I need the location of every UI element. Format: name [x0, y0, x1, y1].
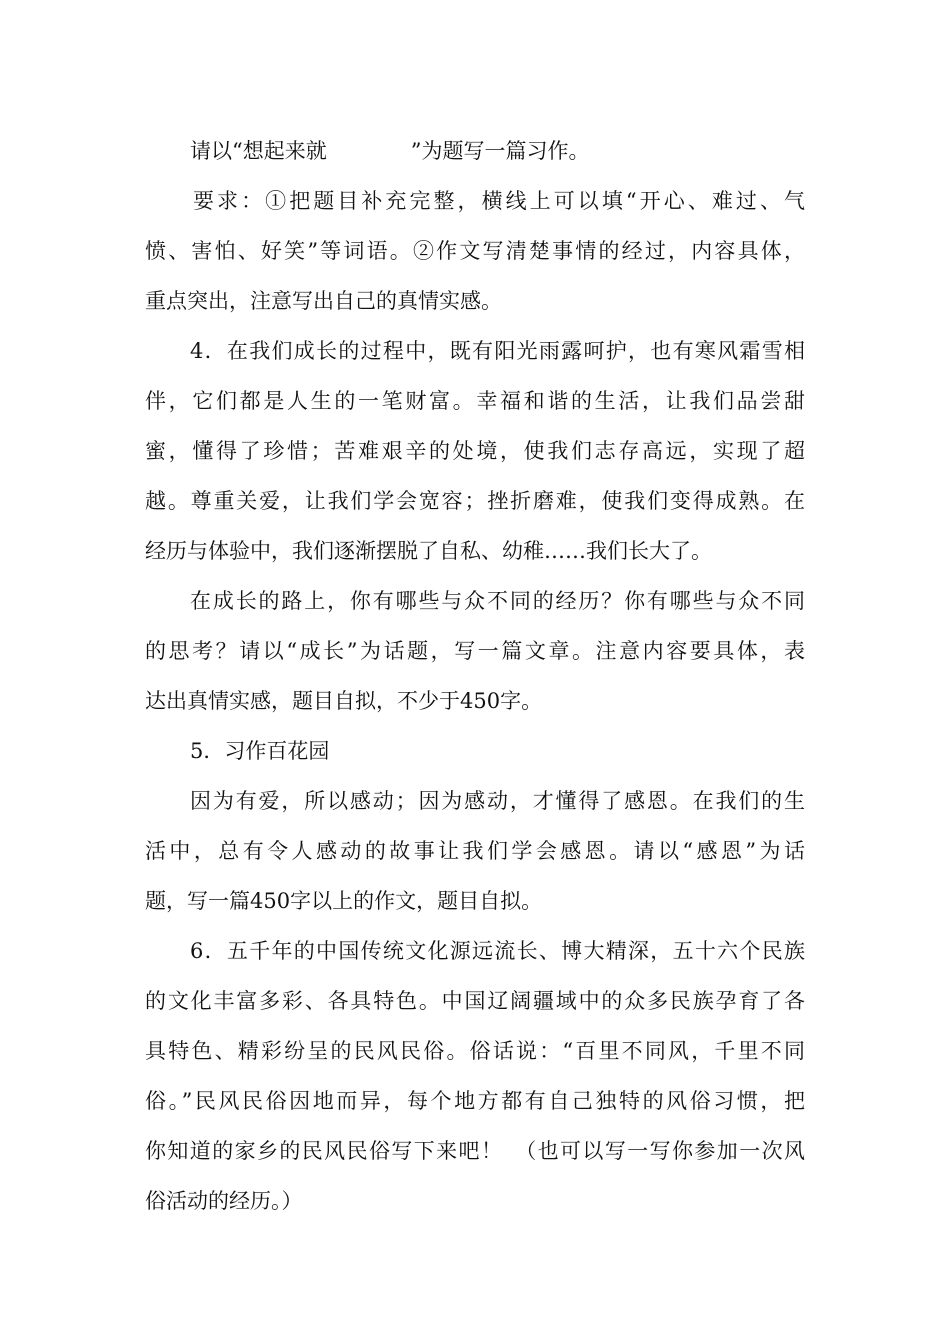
question-4-line: 伴，它们都是人生的一笔财富。幸福和谐的生活，让我们品尝甜	[145, 389, 805, 413]
question-4-prompt-line: 的思考？请以“成长”为话题，写一篇文章。注意内容要具体，表	[145, 639, 805, 663]
question-5-heading: 5．习作百花园	[190, 739, 330, 763]
requirement-line: 要求：①把题目补充完整，横线上可以填“开心、难过、气	[193, 189, 805, 213]
question-6-line: 具特色、精彩纷呈的民风民俗。俗话说：“百里不同风，千里不同	[145, 1039, 805, 1063]
prompt-line: 请以“想起来就 ”为题写一篇习作。	[190, 139, 590, 163]
question-4-line: 蜜，懂得了珍惜；苦难艰辛的处境，使我们志存高远，实现了超	[145, 439, 805, 463]
question-5-line: 题，写一篇450字以上的作文，题目自拟。	[145, 889, 543, 913]
question-4-line: 经历与体验中，我们逐渐摆脱了自私、幼稚……我们长大了。	[145, 539, 712, 563]
question-5-line: 因为有爱，所以感动；因为感动，才懂得了感恩。在我们的生	[190, 789, 805, 813]
requirement-line: 重点突出，注意写出自己的真情实感。	[145, 289, 502, 313]
question-5-line: 活中，总有令人感动的故事让我们学会感恩。请以“感恩”为话	[145, 839, 805, 863]
question-4-line: 4．在我们成长的过程中，既有阳光雨露呵护，也有寒风霜雪相	[190, 339, 805, 363]
requirement-line: 愤、害怕、好笑”等词语。②作文写清楚事情的经过，内容具体，	[145, 239, 805, 263]
question-4-line: 越。尊重关爱，让我们学会宽容；挫折磨难，使我们变得成熟。在	[145, 489, 805, 513]
question-4-prompt-line: 达出真情实感，题目自拟，不少于450字。	[145, 689, 543, 713]
question-6-line: 6．五千年的中国传统文化源远流长、博大精深，五十六个民族	[190, 939, 805, 963]
question-6-line: 俗活动的经历。）	[145, 1189, 303, 1213]
question-6-line: 的文化丰富多彩、各具特色。中国辽阔疆域中的众多民族孕育了各	[145, 989, 805, 1013]
question-4-prompt-line: 在成长的路上，你有哪些与众不同的经历？你有哪些与众不同	[190, 589, 805, 613]
question-6-line: 你知道的家乡的民风民俗写下来吧！ （也可以写一写你参加一次风	[145, 1139, 805, 1163]
question-6-line: 俗。”民风民俗因地而异，每个地方都有自己独特的风俗习惯，把	[145, 1089, 805, 1113]
